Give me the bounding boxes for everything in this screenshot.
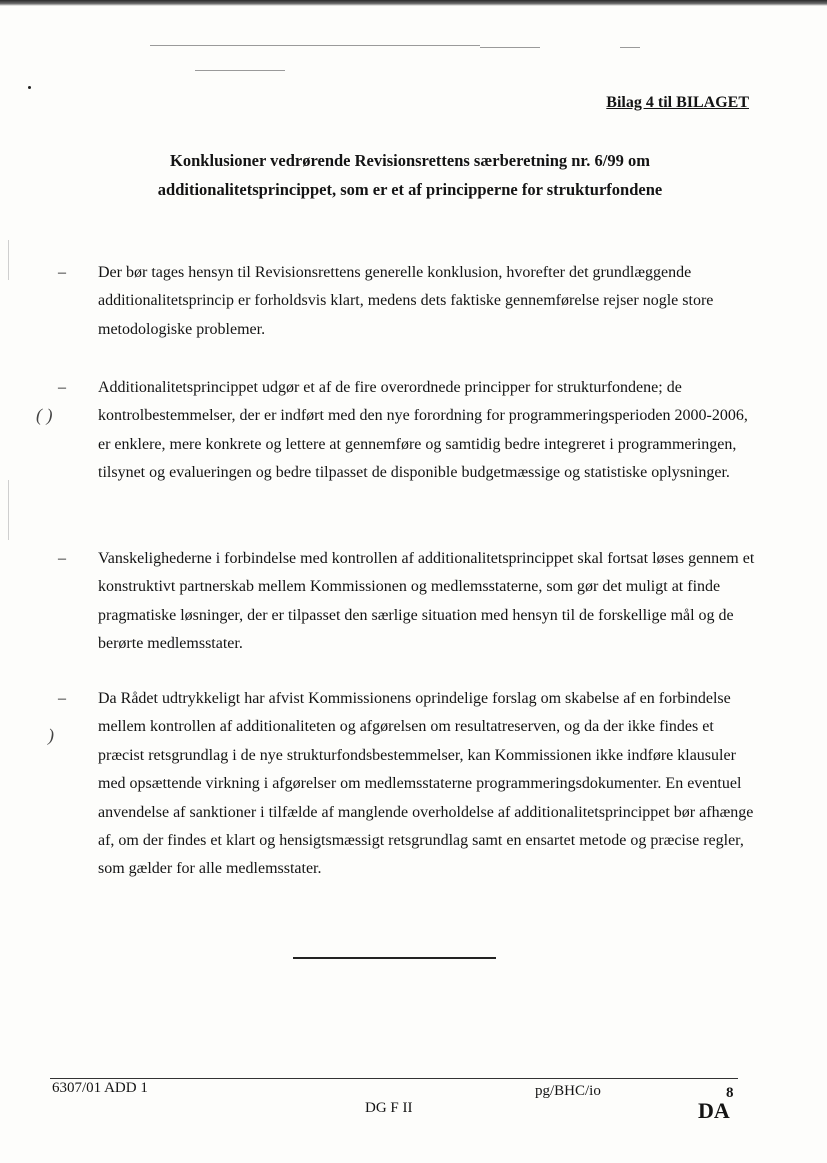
list-item-text: Vanskelighederne i forbindelse med kontrollen af additionalitetsprincippet skal fortsat løses gennem et konstruktivt partnerskab mellem Kommissionen og medlemsstaterne, som gør det muligt at finde pragmatiske løsninger, der er tilpasset den særlige situation med hensyn til de forskellige mål og de berørte medlemsstater. xyxy=(98,550,755,653)
list-item xyxy=(58,545,758,659)
list-item xyxy=(58,374,758,488)
list-item xyxy=(58,685,758,884)
footer-rule xyxy=(50,1078,738,1079)
footer-doc-reference: 6307/01 ADD 1 xyxy=(52,1080,148,1096)
annex-label: Bilag 4 til BILAGET xyxy=(606,94,749,111)
list-item-dash: – xyxy=(58,264,66,281)
list-item-text: Der bør tages hensyn til Revisionsrettens generelle konklusion, hvorefter det grundlæggende additionalitetsprincip er forholdsvis klart, medens dets faktiske gennemførelse rejser nogle store metodologiske problemer. xyxy=(98,264,714,338)
list-item xyxy=(58,259,758,344)
scan-artifact-line xyxy=(195,70,285,71)
title-line-2: additionalitetsprincippet, som er et af principperne for strukturfondene xyxy=(157,180,663,199)
footer-page-number: 8 xyxy=(726,1085,734,1101)
footer-language-code: DA xyxy=(698,1098,730,1123)
list-item-text: Additionalitetsprincippet udgør et af de fire overordnede principper for strukturfondene; de kontrolbestemmelser, der er indført med den nye forordning for programmeringsperioden 2000-2006, er enklere, mere konkrete og lettere at gennemføre og samtidig bedre integreret i programmeringen, tilsynet og evalueringen og bedre tilpasset de disponible budgetmæssige og statistiske oplysninger. xyxy=(98,379,748,482)
punch-hole-mark: ( ) xyxy=(36,405,53,425)
list-item-dash: – xyxy=(58,550,66,567)
scan-artifact-line xyxy=(620,47,640,48)
list-item-dash: – xyxy=(58,690,66,707)
scan-artifact-line xyxy=(480,47,540,48)
end-of-text-rule xyxy=(293,957,496,959)
title-line-1: Konklusioner vedrørende Revisionsrettens særberetning nr. 6/99 om xyxy=(170,151,650,170)
scan-speck xyxy=(28,86,31,89)
list-item-dash: – xyxy=(58,379,66,396)
list-item-text: Da Rådet udtrykkeligt har afvist Kommissionens oprindelige forslag om skabelse af en forbindelse mellem kontrollen af additionaliteten og afgørelsen om resultatreserven, og da der ikke findes et præcist retsgrundlag i de nye strukturfondsbestemmelser, kan Kommissionen ikke indføre klausuler med opsættende virkning i afgørelser om medlemsstaterne programmeringsdokumenter. En eventuel anvendelse af sanktioner i tilfælde af manglende overholdelse af additionalitetsprincippet bør afhænge af, om der findes et klart og hensigtsmæssigt retsgrundlag samt en ensartet metode og præcise regler, som gælder for alle medlemsstater. xyxy=(98,690,754,878)
fax-header-band xyxy=(0,0,827,6)
scan-edge-mark xyxy=(8,480,9,540)
scan-artifact-line xyxy=(150,45,480,46)
scan-edge-mark xyxy=(8,240,9,280)
punch-hole-mark: ) xyxy=(48,725,54,745)
footer-initials: pg/BHC/io xyxy=(535,1083,601,1099)
document-title xyxy=(100,146,720,204)
footer-directorate: DG F II xyxy=(365,1100,413,1116)
